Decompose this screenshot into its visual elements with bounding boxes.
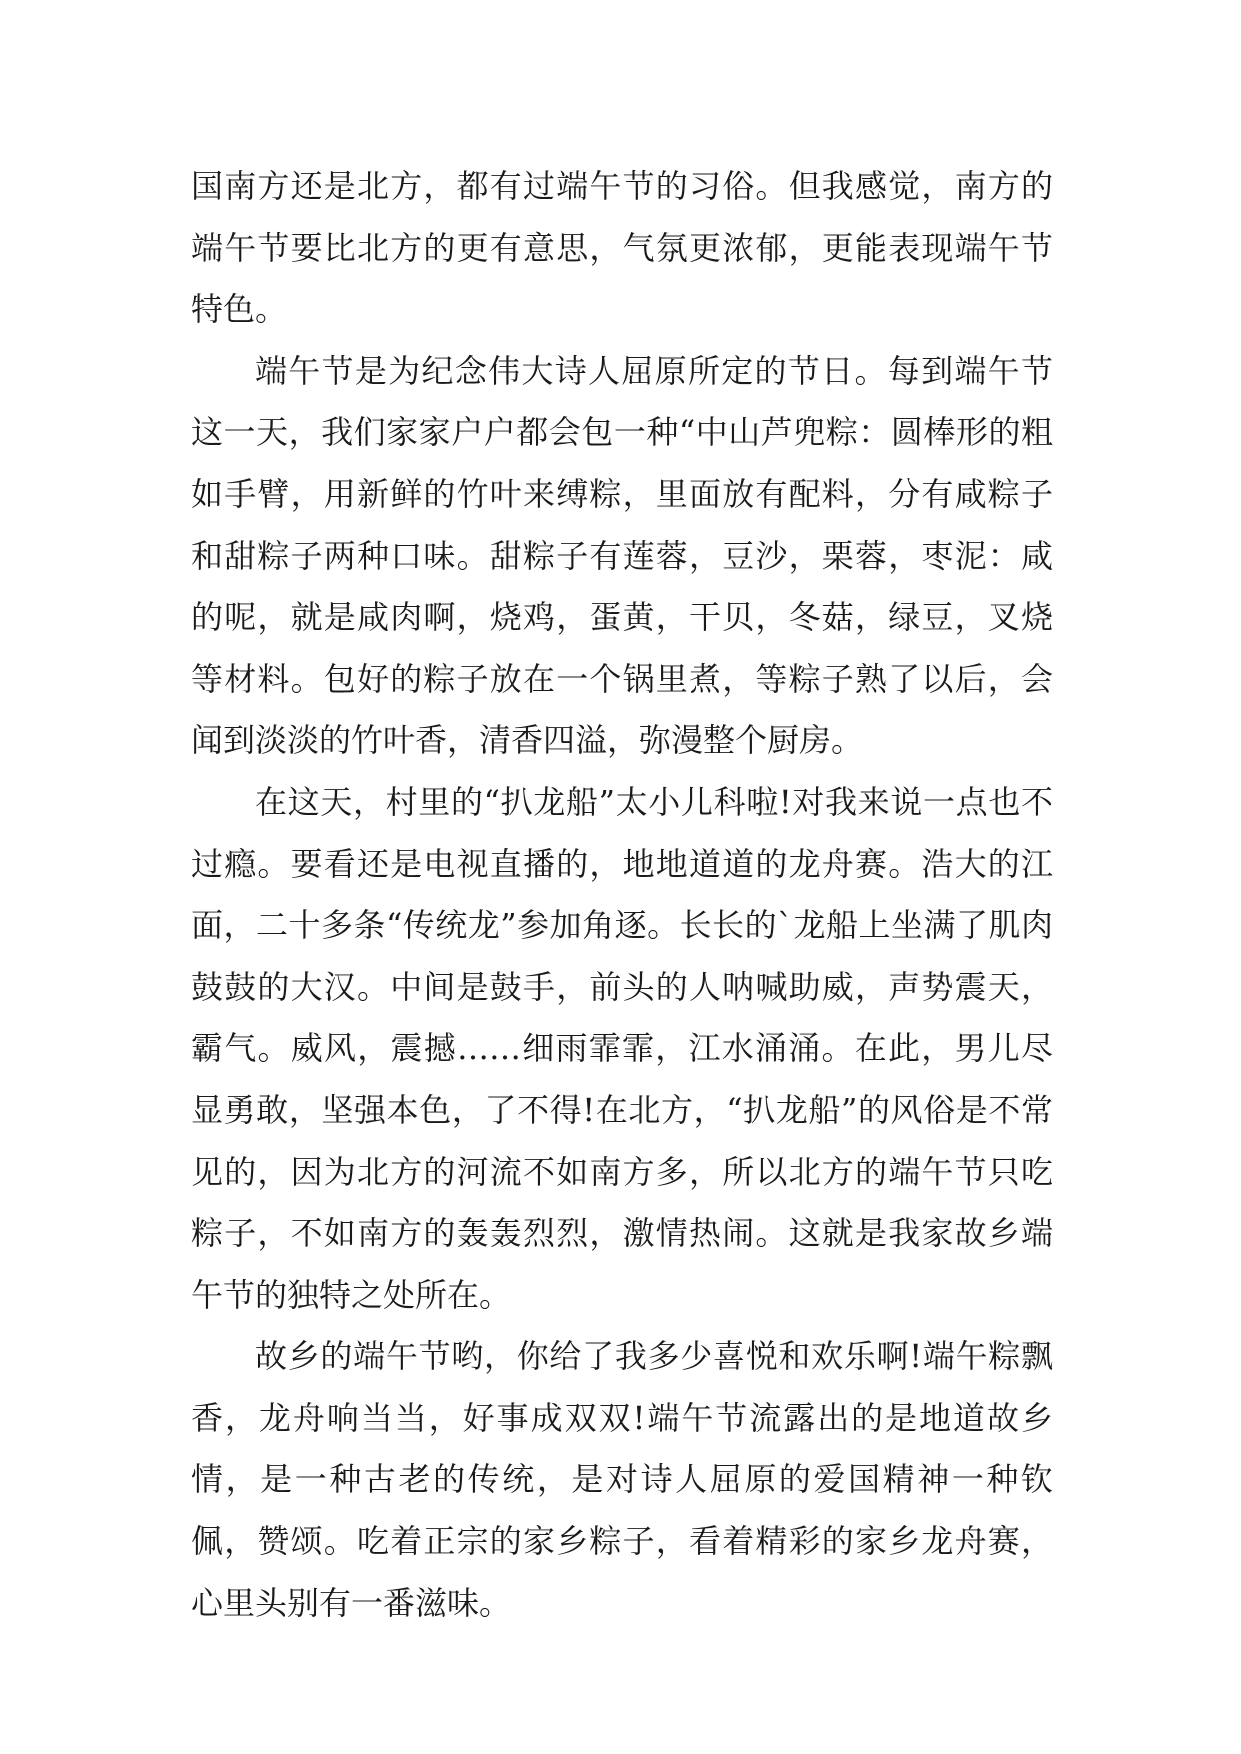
paragraph-1: 国南方还是北方，都有过端午节的习俗。但我感觉，南方的端午节要比北方的更有意思，气氛更浓郁，更能表现端午节特色。 <box>191 167 1053 329</box>
paragraph-3: 在这天，村里的“扒龙船”太小儿科啦!对我来说一点也不过瘾。要看还是电视直播的，地地道道的龙舟赛。浩大的江面，二十多条“传统龙”参加角逐。长长的`龙船上坐满了肌肉鼓鼓的大汉。中间是鼓手，前头的人呐喊助威，声势震天，霸气。威风，震撼……细雨霏霏，江水涌涌。在此，男儿尽显勇敢，坚强本色，了不得!在北方，“扒龙船”的风俗是不常见的，因为北方的河流不如南方多，所以北方的端午节只吃粽子，不如南方的轰轰烈烈，激情热闹。这就是我家故乡端午节的独特之处所在。 <box>191 782 1053 1314</box>
document-body <box>191 156 1053 1634</box>
paragraph-2: 端午节是为纪念伟大诗人屈原所定的节日。每到端午节这一天，我们家家户户都会包一种“中山芦兜粽：圆棒形的粗如手臂，用新鲜的竹叶来缚粽，里面放有配料，分有咸粽子和甜粽子两种口味。甜粽子有莲蓉，豆沙，栗蓉，枣泥：咸的呢，就是咸肉啊，烧鸡，蛋黄，干贝，冬菇，绿豆，叉烧等材料。包好的粽子放在一个锅里煮，等粽子熟了以后，会闻到淡淡的竹叶香，清香四溢，弥漫整个厨房。 <box>191 351 1053 760</box>
paragraph-4: 故乡的端午节哟，你给了我多少喜悦和欢乐啊!端午粽飘香，龙舟响当当，好事成双双!端午节流露出的是地道故乡情，是一种古老的传统，是对诗人屈原的爱国精神一种钦佩，赞颂。吃着正宗的家乡粽子，看着精彩的家乡龙舟赛，心里头别有一番滋味。 <box>191 1337 1053 1622</box>
